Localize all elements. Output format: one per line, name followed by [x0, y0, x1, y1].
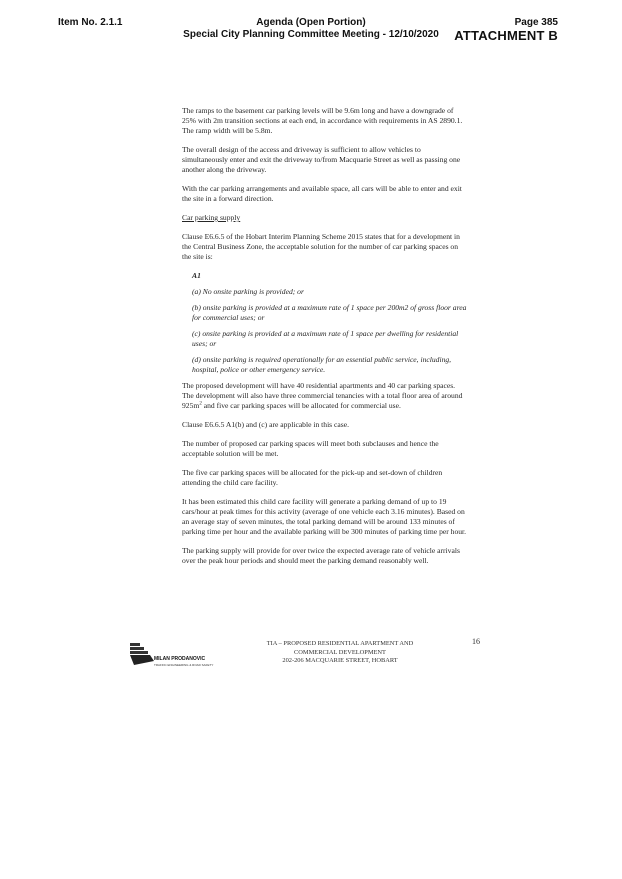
paragraph-pickup: The five car parking spaces will be allocated for the pick-up and set-down of children attending the child care facility.: [182, 468, 443, 487]
quote-label: A1: [192, 271, 201, 280]
section-heading: Car parking supply: [182, 213, 241, 222]
development-text-1: The proposed development will have 40 residential apartments and 40 car parking spaces. The development will also have three commercial tenancies with a total floor area of around 925m: [182, 381, 463, 410]
quote-item-c: (c) onsite parking is provided at a maximum rate of 1 space per dwelling for residential uses; or: [192, 329, 459, 348]
page-number: 16: [472, 637, 480, 646]
paragraph-driveway: The overall design of the access and driveway is sufficient to allow vehicles to simultaneously enter and exit the driveway to/from Macquarie Street as well as passing one another along the driveway.: [182, 145, 461, 174]
paragraph-ramps: The ramps to the basement car parking levels will be 9.6m long and have a downgrade of 25% with 2m transition sections at each end, in accordance with requirements in AS 2890.1. The ramp width will be 5.8m.: [182, 106, 463, 135]
logo-subtext: TRAFFIC ENGINEERING & ROAD SAFETY: [154, 663, 214, 667]
document-body: [182, 106, 468, 575]
superscript: 2: [199, 401, 202, 407]
paragraph-clause: Clause E6.6.5 of the Hobart Interim Planning Scheme 2015 states that for a development in the Central Business Zone, the acceptable solution for the number of car parking spaces on the site is:: [182, 232, 460, 261]
page-label: Page 385: [514, 17, 558, 28]
paragraph-subclauses: The number of proposed car parking spaces will meet both subclauses and hence the acceptable solution will be met.: [182, 439, 439, 458]
item-number: Item No. 2.1.1: [58, 17, 123, 28]
page-reference: [454, 17, 558, 43]
footer-line-2: COMMERCIAL DEVELOPMENT: [294, 648, 386, 656]
footer-line-1: TIA – PROPOSED RESIDENTIAL APARTMENT AND: [266, 640, 414, 647]
paragraph-demand: It has been estimated this child care facility will generate a parking demand of up to 19 cars/hour at peak times for this activity (average of one vehicle each 3.16 minutes). Based on an average stay of seven minutes, the total parking demand will be around 133 minutes of parking time per hour and the available parking will be 300 minutes of parking time per hour.: [182, 497, 467, 536]
company-logo: [128, 641, 228, 669]
quote-item-b: (b) onsite parking is provided at a maximum rate of 1 space per 200m2 of gross floor area for commercial uses; or: [192, 303, 467, 322]
quote-item-d: (d) onsite parking is required operationally for an essential public service, including, hospital, police or other emergency service.: [192, 355, 452, 374]
development-text-2: and five car parking spaces will be allocated for commercial use.: [201, 401, 401, 410]
agenda-line-2: Special City Planning Committee Meeting - 12/10/2020: [183, 29, 439, 40]
agenda-title: [180, 17, 442, 41]
logo-graphic: [128, 641, 228, 669]
attachment-label: ATTACHMENT B: [454, 28, 558, 43]
paragraph-supply: The parking supply will provide for over twice the expected average rate of vehicle arrivals over the peak hour periods and should meet the parking demand reasonably well.: [182, 546, 460, 565]
footer-line-3: 202-206 MACQUARIE STREET, HOBART: [282, 657, 398, 664]
logo-text: MILAN PRODANOVIC: [154, 656, 206, 662]
paragraph-applicable: Clause E6.6.5 A1(b) and (c) are applicable in this case.: [182, 420, 350, 429]
paragraph-development: [182, 381, 468, 411]
footer-title: [245, 640, 435, 666]
acceptable-solution-quote: [192, 271, 468, 375]
agenda-line-1: Agenda (Open Portion): [256, 17, 366, 28]
quote-item-a: (a) No onsite parking is provided; or: [192, 287, 304, 296]
paragraph-forward-direction: With the car parking arrangements and available space, all cars will be able to enter and exit the site in a forward direction.: [182, 184, 462, 203]
